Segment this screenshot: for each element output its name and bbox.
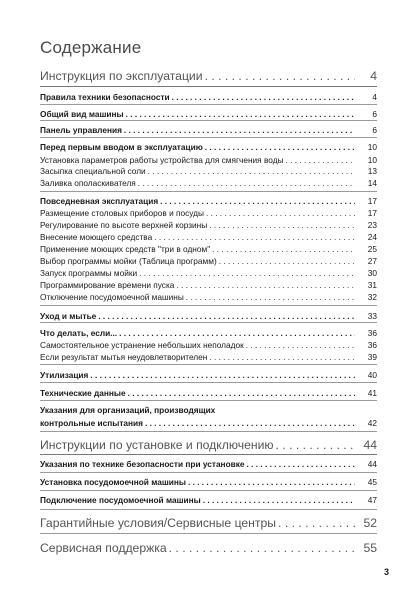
toc-entry[interactable] bbox=[40, 477, 377, 487]
toc-entry[interactable] bbox=[40, 292, 377, 302]
toc-entry[interactable] bbox=[40, 220, 377, 230]
toc-dot-leader bbox=[246, 340, 355, 350]
toc-entry-page: 10 bbox=[367, 155, 377, 165]
toc-entry-label: Что делать, если... bbox=[40, 328, 118, 338]
toc-entry-label: Размещение столовых приборов и посуды bbox=[40, 208, 204, 218]
toc-dot-leader bbox=[219, 256, 355, 266]
toc-dot-leader bbox=[278, 516, 355, 530]
section-divider bbox=[40, 490, 377, 491]
toc-entry[interactable] bbox=[40, 125, 377, 135]
toc-entry[interactable] bbox=[40, 352, 377, 362]
toc-entry-label: Засыпка специальной соли bbox=[40, 166, 146, 176]
toc-entry-page: 32 bbox=[367, 292, 377, 302]
toc-entry[interactable] bbox=[40, 328, 377, 338]
toc-entry[interactable] bbox=[40, 208, 377, 218]
toc-entry[interactable] bbox=[40, 370, 377, 380]
toc-entry[interactable] bbox=[40, 244, 377, 254]
toc-entry-label: контрольные испытания bbox=[40, 418, 143, 428]
toc-entry-page: 33 bbox=[367, 311, 377, 321]
section-divider bbox=[40, 533, 377, 534]
toc-dot-leader bbox=[188, 477, 355, 487]
toc-entry-label: Правила техники безопасности bbox=[40, 92, 170, 102]
toc-dot-leader bbox=[206, 208, 355, 218]
toc-entry-page: 44 bbox=[363, 438, 377, 452]
toc-dot-leader bbox=[124, 125, 355, 135]
toc-entry-page: 27 bbox=[367, 256, 377, 266]
toc-entry[interactable] bbox=[40, 256, 377, 266]
toc-entry-label: Запуск программы мойки bbox=[40, 268, 138, 278]
toc-dot-leader bbox=[172, 92, 355, 102]
toc-entry-label: Уход и мытье bbox=[40, 311, 97, 321]
toc-entry-label: Повседневная эксплуатация bbox=[40, 196, 159, 206]
toc-entry-label: Отключение посудомоечной машины bbox=[40, 292, 184, 302]
toc-entry-page: 6 bbox=[372, 125, 377, 135]
toc-dot-leader bbox=[138, 178, 355, 188]
toc-entry-page: 44 bbox=[367, 459, 377, 469]
toc-chapter[interactable] bbox=[40, 516, 377, 530]
toc-entry-label: Внесение моющего средства bbox=[40, 232, 153, 242]
toc-entry-label: Выбор программы мойки (Таблица программ) bbox=[40, 256, 217, 266]
toc-dot-leader bbox=[90, 370, 355, 380]
toc-entry-page: 45 bbox=[367, 477, 377, 487]
toc-entry-page: 25 bbox=[367, 244, 377, 254]
toc-dot-leader bbox=[203, 495, 355, 505]
toc-entry-label: Заливка ополаскивателя bbox=[40, 178, 136, 188]
toc-dot-leader bbox=[286, 155, 355, 165]
toc-entry[interactable] bbox=[40, 232, 377, 242]
toc-entry-page: 4 bbox=[372, 92, 377, 102]
toc-entry[interactable] bbox=[40, 340, 377, 350]
toc-entry-page: 14 bbox=[367, 178, 377, 188]
toc-dot-leader bbox=[276, 438, 355, 452]
toc-entry[interactable] bbox=[40, 178, 377, 188]
toc-entry-label: Самостоятельное устранение небольших неполадок bbox=[40, 340, 244, 350]
toc-dot-leader bbox=[212, 244, 355, 254]
toc-entry[interactable] bbox=[40, 418, 377, 428]
section-divider bbox=[40, 120, 377, 121]
section-divider bbox=[40, 86, 377, 87]
toc-entry-page: 47 bbox=[367, 495, 377, 505]
toc-entry-label: Если результат мытья неудовлетворителен bbox=[40, 352, 208, 362]
toc-entry-page: 40 bbox=[367, 370, 377, 380]
page-title: Содержание bbox=[40, 38, 142, 57]
toc-entry[interactable] bbox=[40, 142, 377, 152]
section-divider bbox=[40, 509, 377, 510]
toc-entry-page: 23 bbox=[367, 220, 377, 230]
section-divider bbox=[40, 431, 377, 432]
toc-chapter[interactable] bbox=[40, 69, 377, 83]
toc-dot-leader bbox=[126, 109, 355, 119]
toc-chapter[interactable] bbox=[40, 541, 377, 555]
toc-dot-leader bbox=[186, 292, 355, 302]
toc-entry[interactable] bbox=[40, 388, 377, 398]
toc-entry[interactable] bbox=[40, 459, 377, 469]
toc-dot-leader bbox=[247, 459, 355, 469]
toc-entry-label: Инструкция по эксплуатации bbox=[40, 69, 203, 83]
toc-entry-label: Применение моющих средств "три в одном" bbox=[40, 244, 211, 254]
toc-entry-label: Установка посудомоечной машины bbox=[40, 477, 186, 487]
toc-entry-page: 42 bbox=[367, 418, 377, 428]
toc-entry[interactable] bbox=[40, 311, 377, 321]
toc-entry-page: 52 bbox=[363, 516, 377, 530]
toc-entry[interactable] bbox=[40, 495, 377, 505]
toc-entry-page: 10 bbox=[367, 142, 377, 152]
toc-dot-leader bbox=[154, 232, 355, 242]
toc-chapter[interactable] bbox=[40, 438, 377, 452]
section-divider bbox=[40, 400, 377, 401]
toc-entry[interactable] bbox=[40, 92, 377, 102]
toc-entry-page: 4 bbox=[370, 69, 377, 83]
toc-dot-leader bbox=[209, 352, 355, 362]
toc-page bbox=[40, 0, 377, 595]
toc-entry-label: Перед первым вводом в эксплуатацию bbox=[40, 142, 203, 152]
toc-dot-leader bbox=[169, 541, 355, 555]
section-divider bbox=[40, 322, 377, 323]
toc-entry-page: 17 bbox=[367, 208, 377, 218]
toc-entry-label: Указания для организаций, производящих bbox=[40, 405, 216, 415]
section-divider bbox=[40, 454, 377, 455]
toc-dot-leader bbox=[139, 268, 355, 278]
toc-entry-label: Указания по технике безопасности при установке bbox=[40, 459, 245, 469]
toc-entry-page: 36 bbox=[367, 328, 377, 338]
toc-entry-page: 24 bbox=[367, 232, 377, 242]
toc-entry-page: 30 bbox=[367, 268, 377, 278]
toc-entry-label: Установка параметров работы устройства для смягчения воды bbox=[40, 155, 284, 165]
section-divider bbox=[40, 191, 377, 192]
toc-entry-label: Панель управления bbox=[40, 125, 122, 135]
toc-entry-page: 41 bbox=[367, 388, 377, 398]
toc-dot-leader bbox=[160, 196, 355, 206]
toc-entry[interactable] bbox=[40, 268, 377, 278]
toc-entry-label: Общий вид машины bbox=[40, 109, 124, 119]
toc-entry[interactable] bbox=[40, 166, 377, 176]
toc-entry-page: 13 bbox=[367, 166, 377, 176]
toc-dot-leader bbox=[148, 166, 355, 176]
toc-entry-page: 39 bbox=[367, 352, 377, 362]
toc-entry-page: 55 bbox=[363, 541, 377, 555]
section-divider bbox=[40, 364, 377, 365]
toc-dot-leader bbox=[205, 69, 355, 83]
toc-entry-page: 6 bbox=[372, 109, 377, 119]
toc-entry-label: Инструкции по установке и подключению bbox=[40, 438, 274, 452]
toc-entry-label: Утилизация bbox=[40, 370, 89, 380]
section-divider bbox=[40, 305, 377, 306]
toc-entry-label: Программирование времени пуска bbox=[40, 280, 175, 290]
page-number: 3 bbox=[384, 567, 390, 577]
toc-entry[interactable] bbox=[40, 196, 377, 206]
toc-entry[interactable] bbox=[40, 405, 377, 415]
toc-dot-leader bbox=[119, 328, 355, 338]
toc-entry-label: Гарантийные условия/Сервисные центры bbox=[40, 516, 277, 530]
toc-entry-label: Технические данные bbox=[40, 388, 126, 398]
section-divider bbox=[40, 382, 377, 383]
toc-entry-page: 31 bbox=[367, 280, 377, 290]
toc-entry[interactable] bbox=[40, 280, 377, 290]
toc-dot-leader bbox=[209, 220, 355, 230]
toc-entry-page: 17 bbox=[367, 196, 377, 206]
toc-dot-leader bbox=[128, 388, 355, 398]
toc-entry-label: Регулирование по высоте верхней корзины bbox=[40, 220, 208, 230]
toc-entry[interactable] bbox=[40, 155, 377, 165]
toc-entry-label: Сервисная поддержка bbox=[40, 541, 167, 555]
toc-entry-label: Подключение посудомоечной машины bbox=[40, 495, 201, 505]
toc-dot-leader bbox=[176, 280, 355, 290]
toc-dot-leader bbox=[145, 418, 355, 428]
section-divider bbox=[40, 104, 377, 105]
toc-entry[interactable] bbox=[40, 109, 377, 119]
section-divider bbox=[40, 137, 377, 138]
toc-dot-leader bbox=[205, 142, 355, 152]
toc-entry-page: 36 bbox=[367, 340, 377, 350]
section-divider bbox=[40, 472, 377, 473]
toc-dot-leader bbox=[98, 311, 355, 321]
